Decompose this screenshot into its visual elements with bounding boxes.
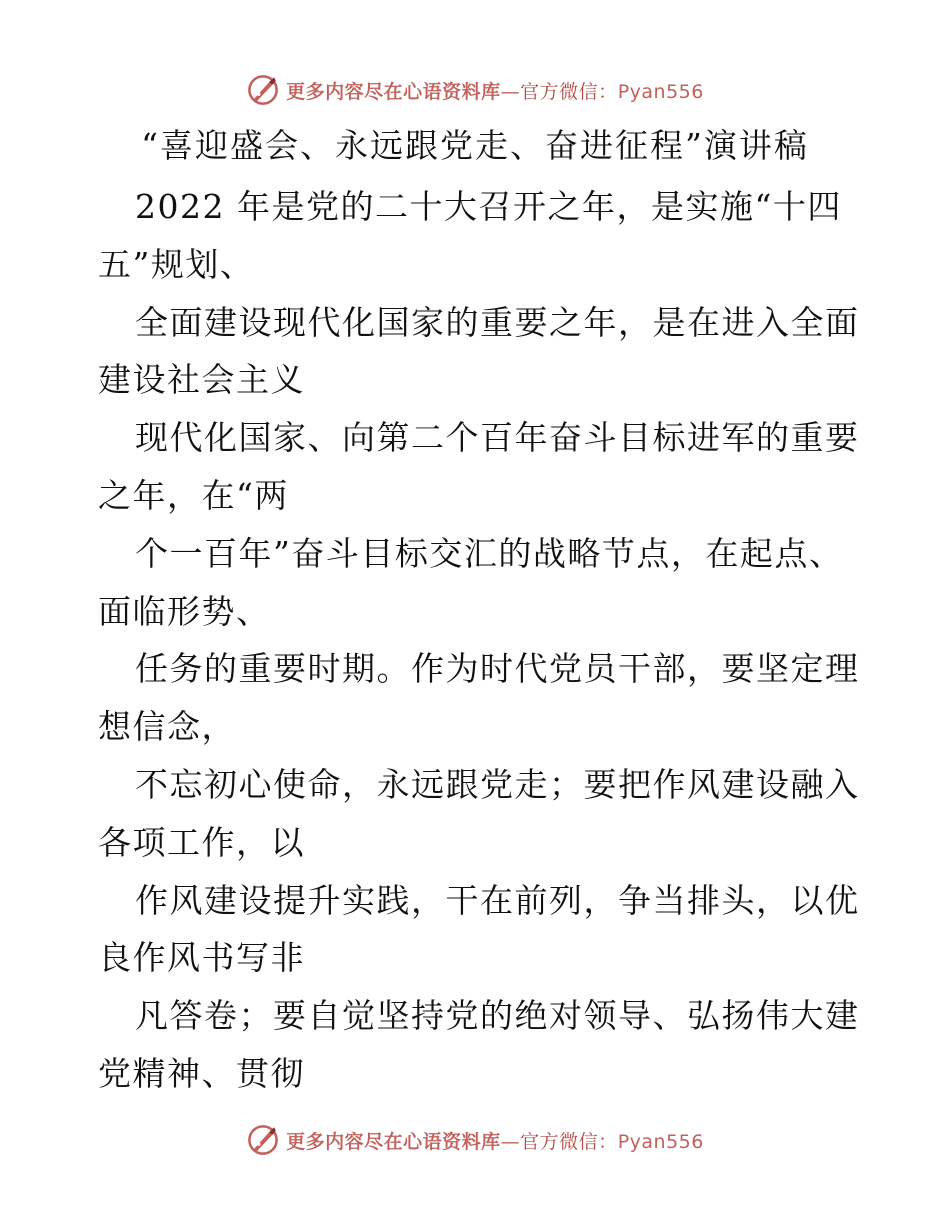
body-line: 之年，在“两 <box>98 475 289 515</box>
quill-pen-logo-icon <box>246 1123 280 1157</box>
body-line: 现代化国家、向第二个百年奋斗目标进军的重要 <box>135 418 860 458</box>
body-line: 党精神、贯彻 <box>98 1053 305 1093</box>
document-body <box>98 178 858 1103</box>
body-line: 想信念， <box>98 707 236 747</box>
document-title: “喜迎盛会、永远跟党走、奋进征程”演讲稿 <box>141 126 809 165</box>
body-line: 不忘初心使命，永远跟党走；要把作风建设融入 <box>135 764 860 804</box>
banner-text: 更多内容尽在心语资料库—官方微信：Pyan556 <box>286 1130 704 1153</box>
banner-text: 更多内容尽在心语资料库—官方微信：Pyan556 <box>286 80 704 103</box>
quill-pen-logo-icon <box>246 73 280 107</box>
body-line: 良作风书写非 <box>98 938 305 978</box>
footer-banner <box>0 1120 950 1160</box>
body-line: 面临形势、 <box>98 591 271 631</box>
header-banner <box>0 70 950 110</box>
body-line: 建设社会主义 <box>98 360 305 400</box>
body-line: 各项工作，以 <box>98 822 305 862</box>
body-line: 全面建设现代化国家的重要之年，是在进入全面 <box>135 302 860 342</box>
body-line: 五”规划、 <box>98 244 255 284</box>
body-line: 2022 年是党的二十大召开之年，是实施“十四 <box>135 187 842 226</box>
body-line: 作风建设提升实践，干在前列，争当排头，以优 <box>135 880 860 920</box>
body-line: 凡答卷；要自觉坚持党的绝对领导、弘扬伟大建 <box>135 996 860 1036</box>
body-line: 任务的重要时期。作为时代党员干部，要坚定理 <box>135 649 860 689</box>
body-line: 个一百年”奋斗目标交汇的战略节点，在起点、 <box>135 533 844 573</box>
